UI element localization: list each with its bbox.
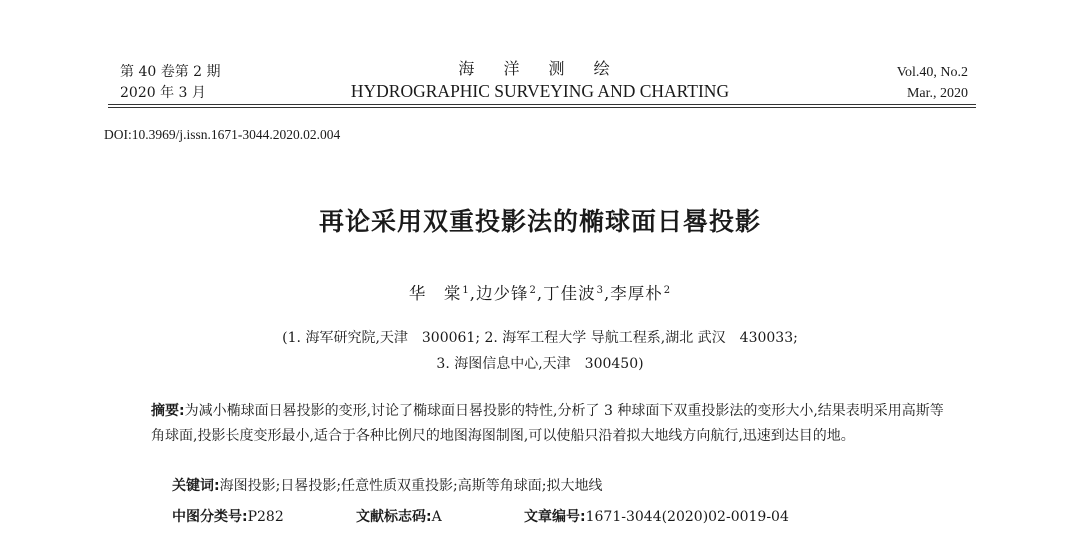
abstract [151, 399, 947, 449]
journal-name-cn: 海 洋 测 绘 [458, 59, 622, 78]
abstract-label: 摘要: [151, 403, 185, 419]
header-rule-bottom [108, 107, 976, 108]
journal-issue [120, 62, 221, 104]
journal-name [300, 58, 780, 102]
classification-info [172, 506, 972, 526]
volume-issue-en: Vol.40, No.2 [896, 65, 968, 80]
issue-date-en: Mar., 2020 [906, 86, 968, 101]
keywords-label: 关键词: [172, 478, 220, 494]
author-name: 边少锋 [476, 284, 529, 303]
journal-volume-en [897, 62, 968, 104]
article-number [524, 506, 789, 526]
article-number-label: 文章编号: [524, 509, 586, 525]
document-code [356, 506, 524, 526]
document-code-value: A [431, 509, 442, 525]
journal-name-en: HYDROGRAPHIC SURVEYING AND CHARTING [350, 81, 730, 101]
paper-title: 再论采用双重投影法的椭球面日晷投影 [318, 207, 761, 236]
clc-number [172, 506, 356, 526]
issue-date: 2020 年 3 月 [120, 85, 206, 101]
author-affiliation-mark: 2 [663, 284, 672, 296]
author-name: 华 棠 [408, 284, 462, 303]
clc-label: 中图分类号: [172, 509, 248, 525]
keywords-text: 海图投影;日晷投影;任意性质双重投影;高斯等角球面;拟大地线 [219, 478, 603, 494]
affiliation-line: (1. 海军研究院,天津 300061; 2. 海军工程大学 导航工程系,湖北 武汉 430033; [282, 330, 798, 346]
header-rule-top [108, 104, 976, 105]
author-list [0, 280, 1080, 304]
doi[interactable]: DOI:10.3969/j.issn.1671-3044.2020.02.004 [104, 127, 341, 142]
affiliation-line: 3. 海图信息中心,天津 300450) [436, 356, 644, 372]
author-affiliation-mark: 1 [462, 284, 470, 296]
article-number-value: 1671-3044(2020)02-0019-04 [585, 509, 789, 525]
author-name: 李厚朴 [610, 284, 663, 303]
affiliations [0, 325, 1080, 377]
author-separator: , [604, 284, 611, 303]
author-separator: , [469, 284, 476, 303]
keywords [172, 475, 602, 495]
abstract-text: 为减小椭球面日晷投影的变形,讨论了椭球面日晷投影的特性,分析了 3 种球面下双重投影法的变形大小,结果表明采用高斯等角球面,投影长度变形最小,适合于各种比例尺的地图海图制图,可以使船只沿着拟大地线方向航行,迅速到达目的地。 [151, 403, 944, 444]
clc-value: P282 [247, 509, 284, 525]
author-separator: , [536, 284, 544, 303]
author-affiliation-mark: 2 [529, 284, 537, 296]
author-name: 丁佳波 [543, 284, 596, 303]
document-code-label: 文献标志码: [356, 509, 432, 525]
volume-issue: 第 40 卷第 2 期 [120, 64, 221, 80]
author-affiliation-mark: 3 [596, 284, 604, 296]
